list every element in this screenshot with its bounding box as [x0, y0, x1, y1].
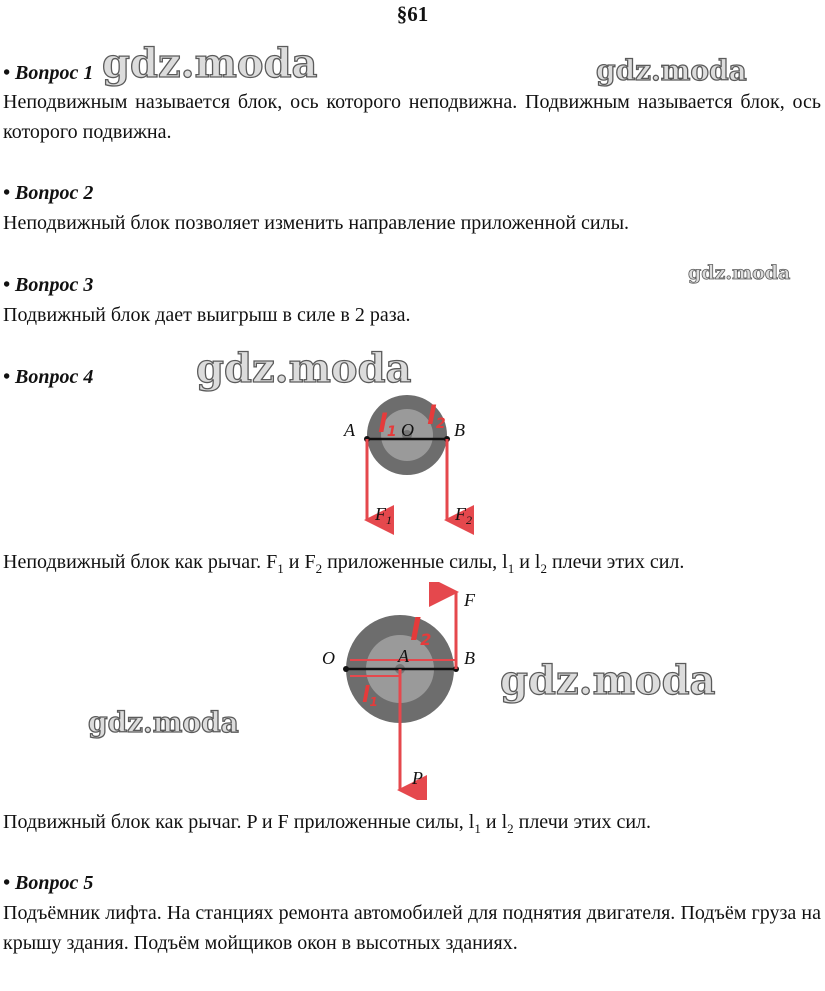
handwritten-l1: l1 [378, 409, 397, 440]
force-f2-label: $F_2$ [455, 504, 472, 527]
point-b-label: B [464, 648, 475, 668]
watermark: gdz.moda [88, 706, 239, 739]
watermark: gdz.moda [596, 54, 747, 87]
handwritten-l2: l2 [410, 613, 432, 649]
caption-movable-pulley: Подвижный блок как рычаг. P и F приложенные силы, $l_1$ и $l_2$ плечи этих сил. [3, 811, 652, 836]
watermark: gdz.moda [196, 345, 412, 392]
point-a-label: A [344, 420, 355, 440]
watermark: gdz.moda [102, 40, 318, 87]
section-title: §61 [396, 2, 429, 26]
handwritten-l1: l1 [362, 683, 378, 709]
question-3-heading: • Вопрос 3 [3, 274, 94, 296]
question-5-heading: • Вопрос 5 [3, 872, 94, 894]
watermark: gdz.moda [688, 262, 791, 284]
question-4-heading: • Вопрос 4 [3, 366, 94, 388]
force-f-label: F [464, 590, 475, 610]
point-o-label: O [401, 420, 414, 440]
watermark: gdz.moda [500, 657, 716, 704]
point-b-label: B [454, 420, 465, 440]
question-2-answer: Неподвижный блок позволяет изменить направление приложенной силы. [3, 212, 630, 234]
force-f1-label: $F_1$ [375, 504, 392, 527]
question-1-heading: • Вопрос 1 [3, 62, 94, 84]
point-a-label: A [398, 646, 409, 666]
caption-fixed-pulley: Неподвижный блок как рычаг. $F_1$ и $F_2$ приложенные силы, $l_1$ и $l_2$ плечи этих сил. [3, 551, 685, 576]
handwritten-l2: l2 [427, 401, 446, 432]
force-p-label: P [412, 768, 423, 788]
question-1-answer: Неподвижным называется блок, ось которого неподвижна. Подвижным называется блок, ось которого подвижна. [3, 91, 821, 143]
point-o-label: O [322, 648, 335, 668]
question-3-answer: Подвижный блок дает выигрыш в силе в 2 раза. [3, 304, 411, 326]
question-5-answer: Подъёмник лифта. На станциях ремонта автомобилей для поднятия двигателя. Подъём груза на крышу здания. Подъём мойщиков окон в высотных зданиях. [3, 902, 821, 954]
question-2-heading: • Вопрос 2 [3, 182, 94, 204]
fixed-pulley-figure [330, 392, 500, 537]
movable-pulley-figure [300, 582, 500, 800]
